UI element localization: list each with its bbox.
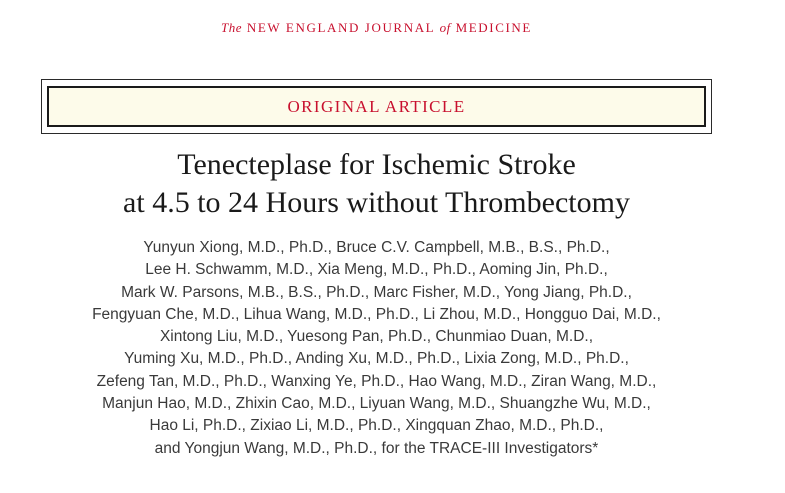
journal-name-part2: MEDICINE [455, 20, 532, 35]
journal-of: of [439, 20, 451, 35]
author-line: Zefeng Tan, M.D., Ph.D., Wanxing Ye, Ph.D., Hao Wang, M.D., Ziran Wang, M.D., [96, 372, 657, 390]
journal-header [0, 20, 753, 36]
title-line: Tenecteplase for Ischemic Stroke [177, 148, 576, 181]
author-list [0, 237, 753, 460]
author-line: and Yongjun Wang, M.D., Ph.D., for the TRACE-III Investigators* [154, 439, 599, 457]
article-type-box [41, 79, 712, 134]
author-line: Manjun Hao, M.D., Zhixin Cao, M.D., Liyuan Wang, M.D., Shuangzhe Wu, M.D., [102, 395, 651, 413]
author-line: Lee H. Schwamm, M.D., Xia Meng, M.D., Ph.D., Aoming Jin, Ph.D., [145, 261, 608, 279]
journal-name-part1: NEW ENGLAND JOURNAL [246, 20, 435, 35]
title-line: at 4.5 to 24 Hours without Thrombectomy [123, 186, 630, 219]
article-title [0, 146, 753, 222]
author-line: Fengyuan Che, M.D., Lihua Wang, M.D., Ph.D., Li Zhou, M.D., Hongguo Dai, M.D., [92, 305, 661, 323]
author-line: Yunyun Xiong, M.D., Ph.D., Bruce C.V. Campbell, M.B., B.S., Ph.D., [143, 239, 610, 256]
author-line: Mark W. Parsons, M.B., B.S., Ph.D., Marc Fisher, M.D., Yong Jiang, Ph.D., [121, 283, 632, 301]
journal-the: The [221, 20, 243, 35]
author-line: Xintong Liu, M.D., Yuesong Pan, Ph.D., Chunmiao Duan, M.D., [159, 328, 594, 346]
author-line: Yuming Xu, M.D., Ph.D., Anding Xu, M.D., Ph.D., Lixia Zong, M.D., Ph.D., [124, 350, 629, 368]
article-type-inner-box [47, 86, 706, 127]
article-type-label: ORIGINAL ARTICLE [287, 96, 466, 116]
author-line: Hao Li, Ph.D., Zixiao Li, M.D., Ph.D., Xingquan Zhao, M.D., Ph.D., [149, 417, 604, 435]
